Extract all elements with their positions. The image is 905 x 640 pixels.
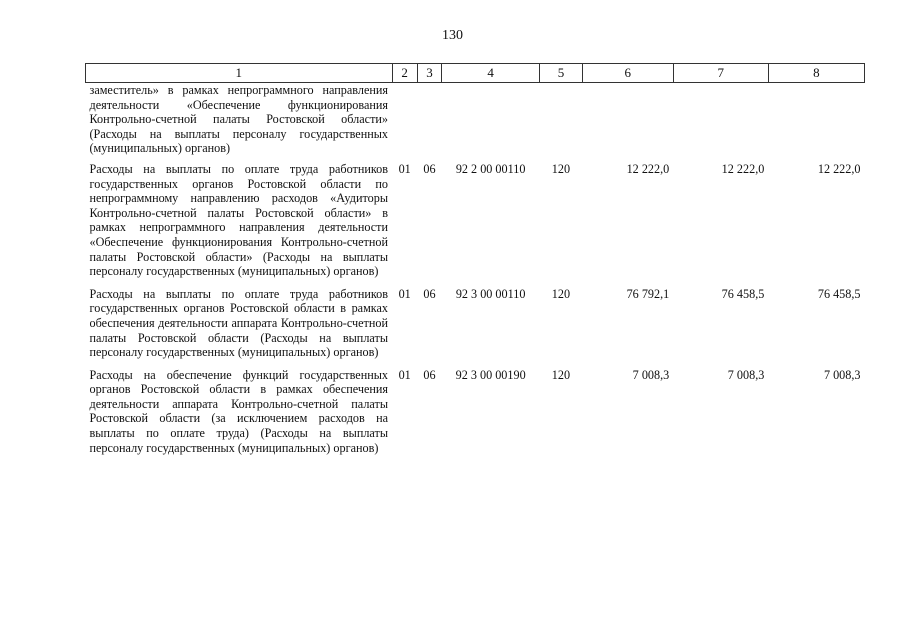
page-number: 130 (442, 28, 463, 43)
row-amount-col7: 12 222,0 (721, 161, 765, 176)
table-row (86, 281, 865, 362)
table-row (86, 362, 865, 458)
row-expense-type (540, 83, 582, 156)
header-col-7: 7 (673, 64, 768, 83)
row-amount-col6: 7 008,3 (632, 367, 670, 382)
table-header-row (86, 64, 865, 83)
row-amount-col8: 7 008,3 (823, 367, 861, 382)
row-subsection (417, 83, 441, 156)
budget-table (85, 63, 865, 457)
row-expense-type: 120 (551, 286, 571, 301)
header-col-1: 1 (86, 64, 393, 83)
row-amount-col7: 76 458,5 (721, 286, 765, 301)
row-subsection: 06 (423, 286, 436, 301)
row-amount-col7 (673, 83, 768, 156)
row-amount-col8: 76 458,5 (817, 286, 861, 301)
table-row (86, 83, 865, 156)
row-amount-col8 (768, 83, 864, 156)
row-subsection: 06 (423, 367, 436, 382)
row-expense-type: 120 (551, 367, 571, 382)
header-col-8: 8 (768, 64, 864, 83)
row-amount-col6: 12 222,0 (626, 161, 670, 176)
row-amount-col7: 7 008,3 (727, 367, 765, 382)
row-target-article: 92 3 00 00190 (455, 367, 526, 382)
row-target-article: 92 2 00 00110 (455, 161, 526, 176)
header-col-6: 6 (582, 64, 673, 83)
row-description: заместитель» в рамках непрограммного направления деятельности «Обеспечение функционирования Контрольно-счетной палаты Ростовской области» (Расходы на выплаты персоналу государственных (муниципальных) органов) (89, 83, 389, 156)
row-amount-col8: 12 222,0 (817, 161, 861, 176)
row-description: Расходы на выплаты по оплате труда работников государственных органов Ростовской области по непрограммному направлению расходов «Аудиторы Контрольно-счетной палаты Ростовской области» в рамках непрограммного направления деятельности «Обеспечение функционирования Контрольно-счетной палаты Ростовской области» (Расходы на выплаты персоналу государственных (муниципальных) органов) (89, 161, 389, 279)
table-row (86, 156, 865, 281)
row-amount-col6: 76 792,1 (626, 286, 670, 301)
row-target-article (442, 83, 540, 156)
header-col-3: 3 (417, 64, 441, 83)
row-description: Расходы на обеспечение функций государственных органов Ростовской области в рамках обеспечения деятельности аппарата Контрольно-счетной палаты Ростовской области (за исключением расходов на выплаты по оплате труда) (Расходы на выплаты персоналу государственных (муниципальных) органов) (89, 367, 389, 455)
row-expense-type: 120 (551, 161, 571, 176)
header-col-4: 4 (442, 64, 540, 83)
row-section: 01 (398, 161, 411, 176)
row-subsection: 06 (423, 161, 436, 176)
row-target-article: 92 3 00 00110 (455, 286, 526, 301)
row-section: 01 (398, 367, 411, 382)
row-section (392, 83, 417, 156)
row-description: Расходы на выплаты по оплате труда работников государственных органов Ростовской области в рамках обеспечения деятельности аппарата Контрольно-счетной палаты Ростовской области (Расходы на выплаты персоналу государственных (муниципальных) органов) (89, 286, 389, 360)
row-section: 01 (398, 286, 411, 301)
row-amount-col6 (582, 83, 673, 156)
header-col-5: 5 (540, 64, 582, 83)
header-col-2: 2 (392, 64, 417, 83)
